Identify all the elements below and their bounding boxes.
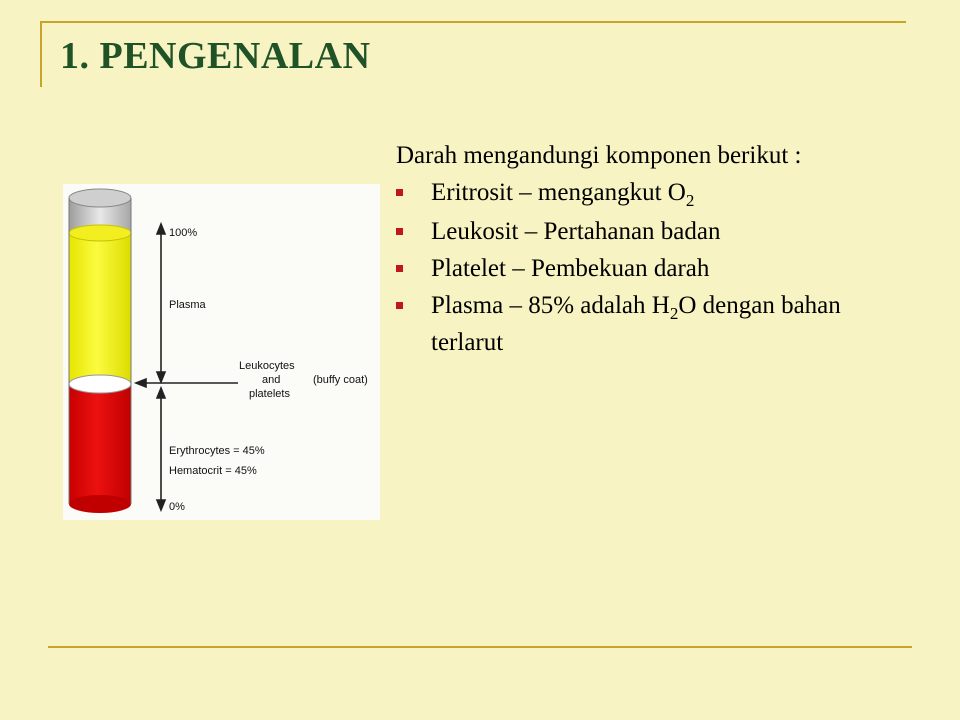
blood-tube-diagram	[63, 184, 380, 520]
bullet-item-platelet	[396, 251, 916, 286]
plasma-layer	[69, 233, 131, 383]
bottom-percent-label: 0%	[169, 501, 185, 513]
top-rule	[40, 21, 906, 23]
leukocytes-label-line1: Leukocytes	[239, 360, 295, 372]
subscript: 2	[685, 191, 695, 210]
content-text	[396, 138, 916, 362]
left-rule	[40, 21, 42, 87]
slide-title: 1. PENGENALAN	[60, 35, 371, 77]
bullet-square-icon	[396, 189, 403, 196]
plasma-label: Plasma	[169, 299, 206, 311]
buffy-coat-label: (buffy coat)	[313, 374, 368, 386]
bullet-text-post: O dengan bahan terlarut	[431, 292, 841, 356]
bullet-square-icon	[396, 228, 403, 235]
bullet-item-plasma	[396, 288, 916, 360]
top-percent-label: 100%	[169, 227, 198, 239]
erythrocytes-label: Erythrocytes = 45%	[169, 445, 265, 457]
leukocytes-label-line3: platelets	[249, 388, 290, 400]
bottom-rule	[48, 646, 912, 648]
bullet-square-icon	[396, 265, 403, 272]
buffy-coat-layer	[69, 375, 131, 393]
leukocytes-label-line2: and	[262, 374, 281, 386]
bullet-item-leukosit	[396, 214, 916, 249]
intro-text: Darah mengandungi komponen berikut :	[396, 142, 802, 169]
bullet-item-eritrosit	[396, 175, 916, 212]
bullet-text: Eritrosit – mengangkut O	[431, 179, 686, 206]
bullet-square-icon	[396, 302, 403, 309]
bullet-text: Leukosit – Pertahanan badan	[431, 218, 721, 245]
bullet-text: Platelet – Pembekuan darah	[431, 255, 710, 282]
tube-opening	[69, 189, 131, 207]
hematocrit-label: Hematocrit = 45%	[169, 465, 257, 477]
bullet-text-pre: Plasma – 85% adalah H	[431, 292, 670, 319]
subscript: 2	[669, 304, 679, 323]
bullet-list	[396, 175, 916, 360]
erythrocytes-layer	[69, 385, 131, 504]
plasma-surface	[69, 225, 131, 241]
tube-bottom	[69, 495, 131, 513]
